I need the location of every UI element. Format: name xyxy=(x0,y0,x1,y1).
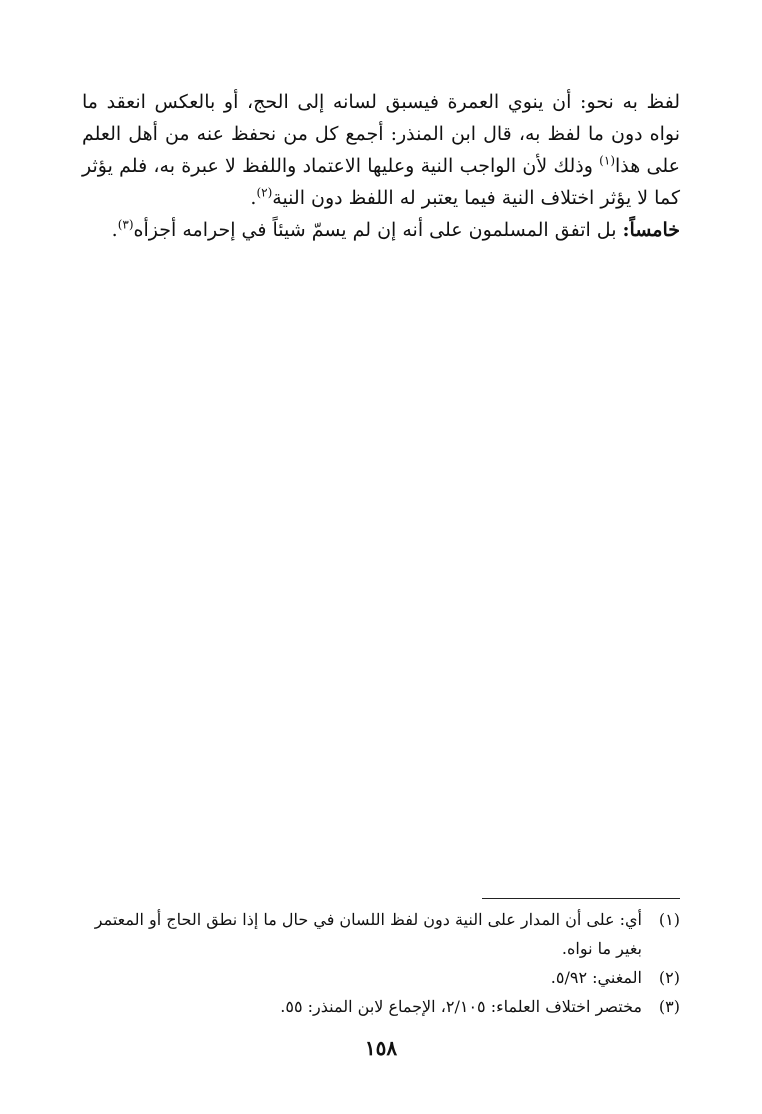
paragraph-1-text-c: . xyxy=(250,187,257,209)
paragraph-1-text-a: لفظ به نحو: أن ينوي العمرة فيسبق لسانه إلى الحج، أو بالعكس انعقد ما نواه دون ما لفظ به، قال ابن المنذر: أجمع كل من نحفظ عنه من أهل العلم على هذا xyxy=(82,91,680,177)
paragraph-1-text-b: وذلك لأن الواجب النية وعليها الاعتماد واللفظ لا عبرة به، فلم يؤثر كما لا يؤثر اختلاف النية فيما يعتبر له اللفظ دون النية xyxy=(82,155,680,209)
footnote-ref-1[interactable]: (١) xyxy=(599,153,615,168)
footnote-ref-2[interactable]: (٢) xyxy=(256,185,273,200)
footnote-1-number: (١) xyxy=(658,910,680,929)
footnote-1-text: أي: على أن المدار على النية دون لفظ اللسان في حال ما إذا نطق الحاج أو المعتمر بغير ما نواه. xyxy=(94,910,642,958)
footnote-3-number: (٣) xyxy=(658,997,680,1016)
paragraph-2-text-a: بل اتفق المسلمون على أنه إن لم يسمّ شيئاً في إحرامه أجزأه xyxy=(133,219,623,241)
footnote-3-text: مختصر اختلاف العلماء: ٢/١٠٥، الإجماع لابن المنذر: ٥٥. xyxy=(280,997,642,1016)
footnote-2 xyxy=(80,963,680,992)
footnotes xyxy=(80,905,680,1021)
paragraph-1 xyxy=(82,86,680,214)
footnote-3 xyxy=(80,992,680,1021)
footnote-2-number: (٢) xyxy=(658,968,680,987)
footnote-divider xyxy=(482,898,680,899)
paragraph-2-text-b: . xyxy=(111,219,118,241)
paragraph-2 xyxy=(82,214,680,246)
footnote-1 xyxy=(80,905,680,963)
footnote-ref-3[interactable]: (٣) xyxy=(117,217,134,232)
page-number: ١٥٨ xyxy=(364,1036,398,1060)
paragraph-2-lead: خامساً: xyxy=(622,219,680,241)
main-text xyxy=(82,86,680,246)
footnote-2-text: المغني: ٥/٩٢. xyxy=(550,968,642,987)
